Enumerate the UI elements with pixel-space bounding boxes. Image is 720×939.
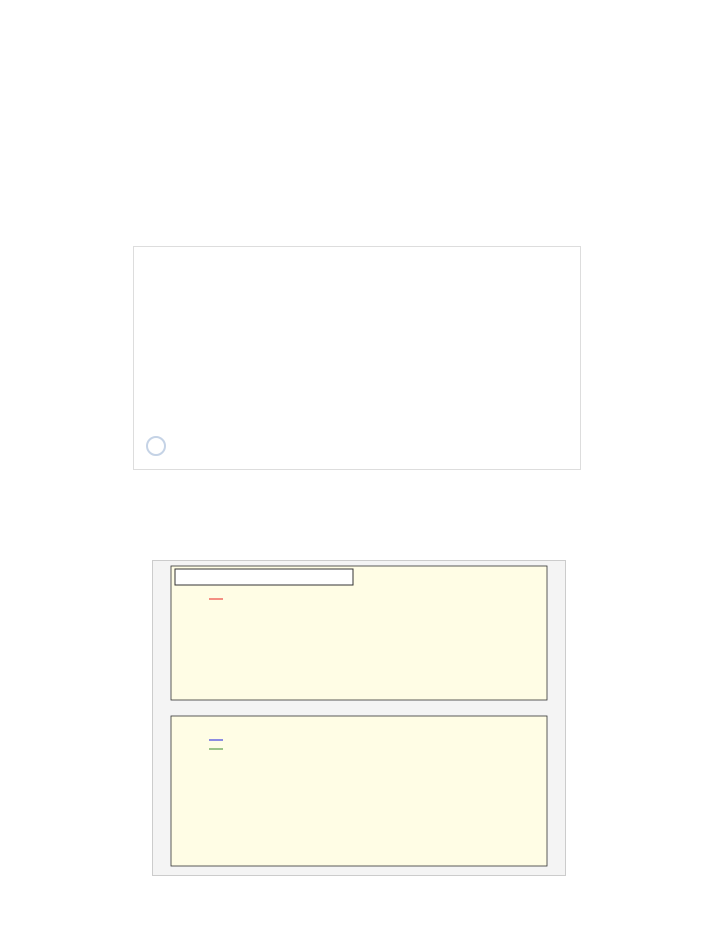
sentimentrader-chart: [133, 246, 581, 470]
chart-title-box: [175, 569, 353, 585]
investors-intelligence-chart-svg: [153, 561, 565, 875]
sentimentrader-watermark: [147, 437, 165, 455]
percentage-panel: [171, 716, 547, 866]
ratio-panel: [171, 566, 547, 700]
sentimentrader-chart-svg: [134, 247, 580, 469]
watermark-logo-icon: [147, 437, 165, 455]
investors-intelligence-chart: [152, 560, 566, 876]
